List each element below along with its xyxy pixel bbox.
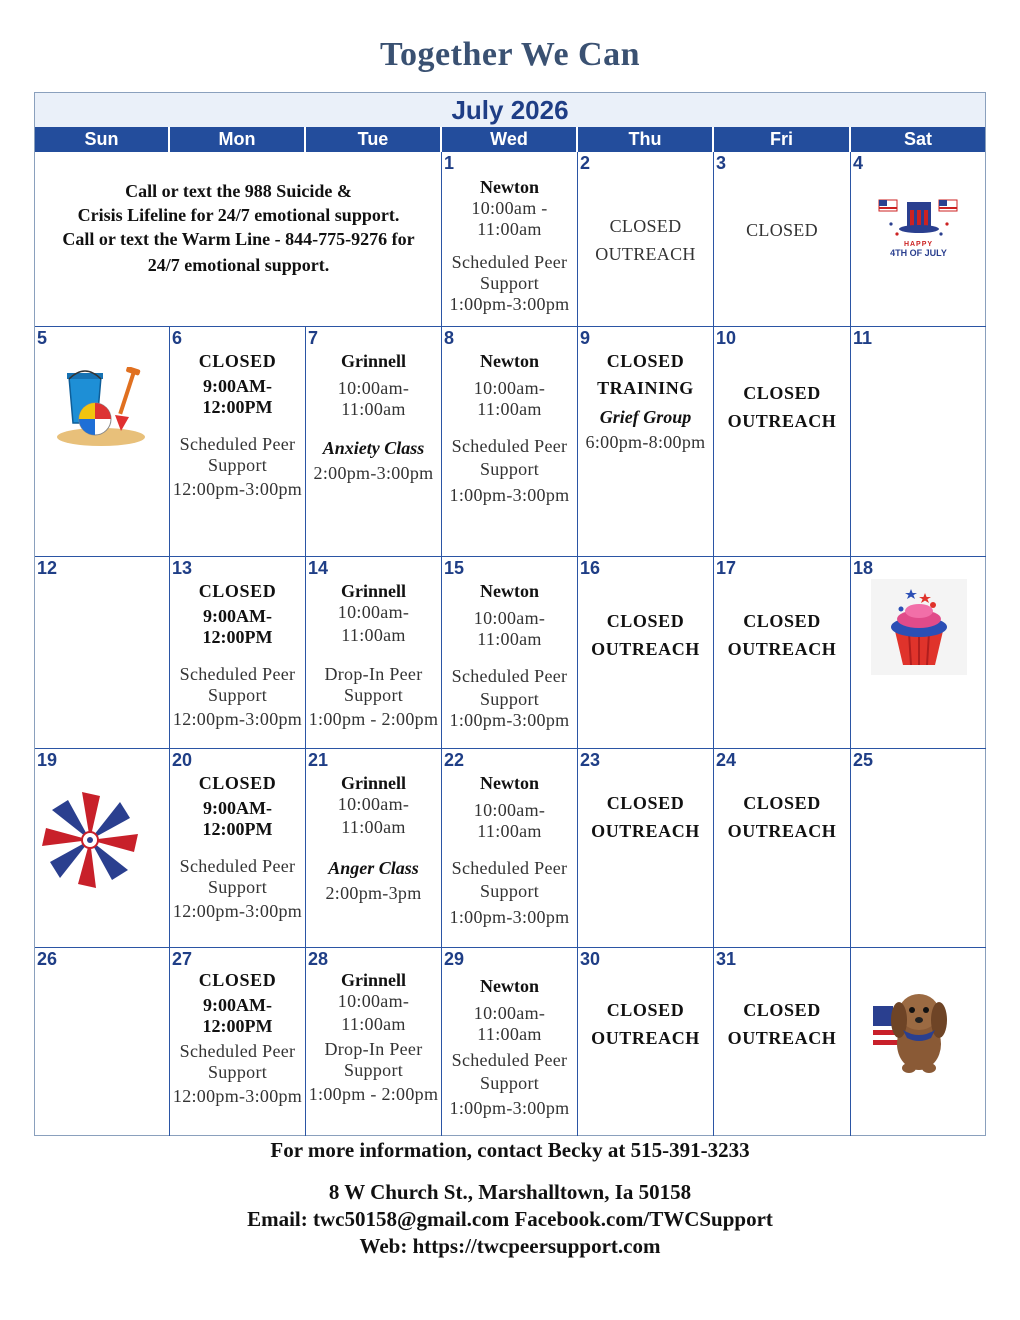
- event-time: 11:00am: [477, 219, 542, 239]
- event-location: Newton: [480, 976, 539, 996]
- event-status: CLOSED: [606, 793, 685, 813]
- day-number: 8: [444, 328, 455, 348]
- event-time: 1:00pm-3:00pm: [449, 710, 570, 730]
- event-time: 10:00am-: [473, 800, 546, 820]
- event-status: CLOSED: [743, 611, 821, 631]
- event-time: 12:00pm-3:00pm: [172, 479, 303, 499]
- event-time: 11:00am: [341, 399, 406, 419]
- day-number: 5: [37, 328, 48, 348]
- event-time: 10:00am-: [337, 378, 410, 398]
- day-cell-13[interactable]: [170, 557, 306, 749]
- july-badge: [851, 241, 986, 258]
- day-number: 31: [716, 949, 737, 969]
- day-events: [306, 581, 441, 730]
- day-cell-9[interactable]: [578, 327, 714, 557]
- day-events: [578, 212, 713, 268]
- event-name: Support: [479, 881, 540, 901]
- event-status: OUTREACH: [727, 411, 837, 431]
- event-time: 1:00pm-3:00pm: [449, 294, 570, 314]
- event-name: Scheduled Peer: [451, 858, 568, 878]
- day-cell-7[interactable]: [306, 327, 442, 557]
- day-number: 18: [853, 558, 874, 578]
- event-location: Newton: [480, 351, 539, 371]
- weekday-thu: Thu: [578, 127, 714, 152]
- footer-contact: For more information, contact Becky at 515-391-3233: [270, 1138, 750, 1162]
- event-time: 1:00pm - 2:00pm: [308, 1084, 439, 1104]
- patriotic-puppy-icon: [869, 982, 965, 1078]
- day-number: 14: [308, 558, 329, 578]
- day-events: [170, 773, 305, 922]
- event-name: Drop-In Peer: [324, 664, 423, 684]
- day-events: [306, 970, 441, 1105]
- event-status: CLOSED: [743, 383, 821, 403]
- day-cell-19[interactable]: [35, 749, 170, 948]
- event-name: Support: [479, 459, 540, 479]
- footer-address: 8 W Church St., Marshalltown, Ia 50158: [328, 1180, 692, 1204]
- day-cell-31[interactable]: [714, 948, 851, 1136]
- day-number: 27: [172, 949, 193, 969]
- event-time: 12:00PM: [202, 397, 273, 417]
- event-name: Scheduled Peer: [179, 434, 296, 454]
- weekday-header: [35, 127, 985, 152]
- event-name: Support: [207, 685, 268, 705]
- event-location: Newton: [480, 177, 539, 197]
- page-title: Together We Can: [379, 36, 640, 73]
- event-status: OUTREACH: [727, 639, 837, 659]
- day-events: [578, 996, 713, 1052]
- event-name: Support: [343, 685, 404, 705]
- day-events: [578, 789, 713, 845]
- day-events: [714, 220, 850, 241]
- day-cell-27[interactable]: [170, 948, 306, 1136]
- event-name: Scheduled Peer: [451, 252, 568, 272]
- event-status: CLOSED: [198, 581, 277, 601]
- day-cell-26[interactable]: [35, 948, 170, 1136]
- event-status: CLOSED: [606, 1000, 685, 1020]
- day-number: 16: [580, 558, 601, 578]
- event-status: OUTREACH: [595, 244, 696, 264]
- event-name: Support: [479, 689, 540, 709]
- day-events: [442, 773, 577, 928]
- event-status: CLOSED: [198, 351, 277, 371]
- event-name: Grief Group: [599, 407, 692, 427]
- day-number: 22: [444, 750, 465, 770]
- event-status: CLOSED: [606, 351, 685, 371]
- day-cell-18[interactable]: [851, 557, 986, 749]
- event-time: 9:00AM-: [203, 798, 272, 818]
- day-cell-14[interactable]: [306, 557, 442, 749]
- crisis-notice: [35, 179, 442, 277]
- day-cell-23[interactable]: [578, 749, 714, 948]
- event-time: 10:00am -: [471, 198, 548, 218]
- event-status: CLOSED: [746, 220, 818, 240]
- day-cell-29[interactable]: [442, 948, 578, 1136]
- event-name: Drop-In Peer: [324, 1039, 423, 1059]
- event-time: 9:00AM-: [203, 995, 272, 1015]
- event-name: Anger Class: [328, 858, 419, 878]
- event-time: 1:00pm - 2:00pm: [308, 709, 439, 729]
- day-number: 10: [716, 328, 737, 348]
- event-name: Support: [479, 273, 540, 293]
- event-name: Support: [207, 1062, 268, 1082]
- day-number: 25: [853, 750, 874, 770]
- notice-cell: [35, 152, 442, 327]
- event-time: 11:00am: [341, 817, 406, 837]
- day-number: 13: [172, 558, 193, 578]
- day-events: [306, 773, 441, 904]
- day-cell-10[interactable]: [714, 327, 851, 557]
- notice-line: 24/7 emotional support.: [147, 255, 330, 275]
- event-status: OUTREACH: [591, 821, 700, 841]
- day-number: 1: [444, 153, 455, 173]
- event-time: 11:00am: [477, 1024, 542, 1044]
- event-location: Newton: [480, 581, 539, 601]
- day-number: 4: [853, 153, 864, 173]
- event-status: OUTREACH: [591, 639, 700, 659]
- event-location: Grinnell: [340, 773, 406, 793]
- day-cell-1[interactable]: [442, 152, 578, 327]
- day-events: [714, 789, 850, 845]
- day-number: 15: [444, 558, 465, 578]
- event-time: 12:00PM: [202, 819, 273, 839]
- day-cell-24[interactable]: [714, 749, 851, 948]
- event-time: 12:00pm-3:00pm: [172, 1086, 303, 1106]
- event-time: 12:00PM: [202, 627, 273, 647]
- event-time: 10:00am-: [473, 378, 546, 398]
- event-status: CLOSED: [743, 1000, 821, 1020]
- event-time: 10:00am-: [473, 1003, 546, 1023]
- day-number: 30: [580, 949, 601, 969]
- day-number: 19: [37, 750, 58, 770]
- day-events: [442, 351, 577, 506]
- event-status: CLOSED: [609, 216, 682, 236]
- event-name: Scheduled Peer: [179, 856, 296, 876]
- day-number: 6: [172, 328, 183, 348]
- event-time: 2:00pm-3pm: [325, 883, 422, 903]
- badge-happy: HAPPY: [903, 241, 934, 248]
- event-name: Scheduled Peer: [451, 1050, 568, 1070]
- day-cell-2[interactable]: [578, 152, 714, 327]
- day-cell-16[interactable]: [578, 557, 714, 749]
- day-events: [442, 177, 577, 315]
- day-cell-11[interactable]: [851, 327, 986, 557]
- weekday-tue: Tue: [306, 127, 442, 152]
- month-title: July 2026: [35, 93, 985, 127]
- day-events: [442, 976, 577, 1119]
- event-name: Scheduled Peer: [451, 666, 568, 686]
- event-status: CLOSED: [198, 970, 277, 990]
- calendar: [34, 92, 986, 1136]
- event-time: 10:00am-: [337, 602, 410, 622]
- weekday-mon: Mon: [170, 127, 306, 152]
- event-location: Newton: [480, 773, 539, 793]
- event-name: Scheduled Peer: [451, 436, 568, 456]
- event-status: OUTREACH: [727, 821, 837, 841]
- notice-line: Call or text the 988 Suicide &: [125, 181, 352, 201]
- event-name: Anxiety Class: [322, 438, 425, 458]
- day-number: 9: [580, 328, 591, 348]
- event-name: Scheduled Peer: [179, 664, 296, 684]
- day-events: [306, 351, 441, 484]
- day-events: [714, 607, 850, 663]
- day-events: [578, 351, 713, 453]
- event-time: 11:00am: [477, 399, 542, 419]
- event-time: 12:00pm-3:00pm: [172, 901, 303, 921]
- day-number: 29: [444, 949, 465, 969]
- day-number: 24: [716, 750, 737, 770]
- day-cell-5[interactable]: [35, 327, 170, 557]
- day-cell-28[interactable]: [306, 948, 442, 1136]
- event-time: 9:00AM-: [203, 606, 272, 626]
- day-number: 20: [172, 750, 193, 770]
- patriotic-cupcake-icon: [871, 579, 967, 675]
- event-status: CLOSED: [743, 793, 821, 813]
- event-time: 11:00am: [477, 629, 542, 649]
- event-time: 1:00pm-3:00pm: [449, 907, 570, 927]
- day-cell-6[interactable]: [170, 327, 306, 557]
- empty-cell: [851, 948, 986, 1136]
- event-name: Scheduled Peer: [179, 1041, 296, 1061]
- event-time: 1:00pm-3:00pm: [449, 1098, 570, 1118]
- event-time: 11:00am: [341, 625, 406, 645]
- notice-line: Call or text the Warm Line - 844-775-9276 for: [62, 229, 415, 249]
- event-name: Support: [207, 877, 268, 897]
- footer-web[interactable]: Web: https://twcpeersupport.com: [359, 1234, 661, 1258]
- weekday-sat: Sat: [851, 127, 985, 152]
- event-time: 11:00am: [341, 1014, 406, 1034]
- day-cell-4[interactable]: [851, 152, 986, 327]
- event-time: 10:00am-: [337, 991, 410, 1011]
- weekday-fri: Fri: [714, 127, 851, 152]
- day-cell-15[interactable]: [442, 557, 578, 749]
- weekday-sun: Sun: [35, 127, 170, 152]
- day-cell-21[interactable]: [306, 749, 442, 948]
- day-events: [170, 581, 305, 730]
- day-events: [170, 970, 305, 1107]
- event-time: 6:00pm-8:00pm: [585, 432, 706, 452]
- day-number: 7: [308, 328, 319, 348]
- beach-bucket-icon: [55, 367, 147, 447]
- day-number: 12: [37, 558, 58, 578]
- notice-line: Crisis Lifeline for 24/7 emotional support.: [77, 205, 400, 225]
- event-location: Grinnell: [340, 970, 406, 990]
- event-time: 12:00pm-3:00pm: [172, 709, 303, 729]
- event-time: 10:00am-: [337, 794, 410, 814]
- day-number: 11: [853, 328, 873, 348]
- day-events: [442, 581, 577, 731]
- event-time: 12:00PM: [202, 1016, 273, 1036]
- event-time: 10:00am-: [473, 608, 546, 628]
- day-cell-20[interactable]: [170, 749, 306, 948]
- event-time: 9:00AM-: [203, 376, 272, 396]
- event-location: Grinnell: [340, 581, 406, 601]
- event-time: 11:00am: [477, 821, 542, 841]
- day-cell-8[interactable]: [442, 327, 578, 557]
- day-number: 23: [580, 750, 601, 770]
- day-number: 21: [308, 750, 329, 770]
- event-status: TRAINING: [597, 378, 694, 398]
- day-number: 26: [37, 949, 58, 969]
- day-cell-30[interactable]: [578, 948, 714, 1136]
- day-events: [714, 996, 850, 1052]
- day-number: 17: [716, 558, 737, 578]
- event-status: OUTREACH: [591, 1028, 700, 1048]
- badge-fourth: 4TH OF JULY: [890, 248, 947, 258]
- day-cell-17[interactable]: [714, 557, 851, 749]
- event-name: Support: [343, 1060, 404, 1080]
- event-time: 1:00pm-3:00pm: [449, 485, 570, 505]
- event-location: Grinnell: [340, 351, 406, 371]
- event-status: OUTREACH: [727, 1028, 837, 1048]
- event-status: CLOSED: [198, 773, 277, 793]
- event-status: CLOSED: [606, 611, 685, 631]
- day-number: 2: [580, 153, 591, 173]
- day-number: 3: [716, 153, 727, 173]
- day-events: [578, 607, 713, 663]
- day-cell-12[interactable]: [35, 557, 170, 749]
- weekday-wed: Wed: [442, 127, 578, 152]
- footer-email[interactable]: Email: twc50158@gmail.com Facebook.com/TWCSupport: [247, 1207, 773, 1231]
- pinwheel-icon: [37, 787, 143, 893]
- day-cell-25[interactable]: [851, 749, 986, 948]
- event-time: 2:00pm-3:00pm: [313, 463, 434, 483]
- day-number: 28: [308, 949, 329, 969]
- day-cell-3[interactable]: [714, 152, 851, 327]
- day-events: [714, 379, 850, 435]
- day-events: [170, 351, 305, 500]
- event-name: Support: [479, 1073, 540, 1093]
- day-cell-22[interactable]: [442, 749, 578, 948]
- event-name: Support: [207, 455, 268, 475]
